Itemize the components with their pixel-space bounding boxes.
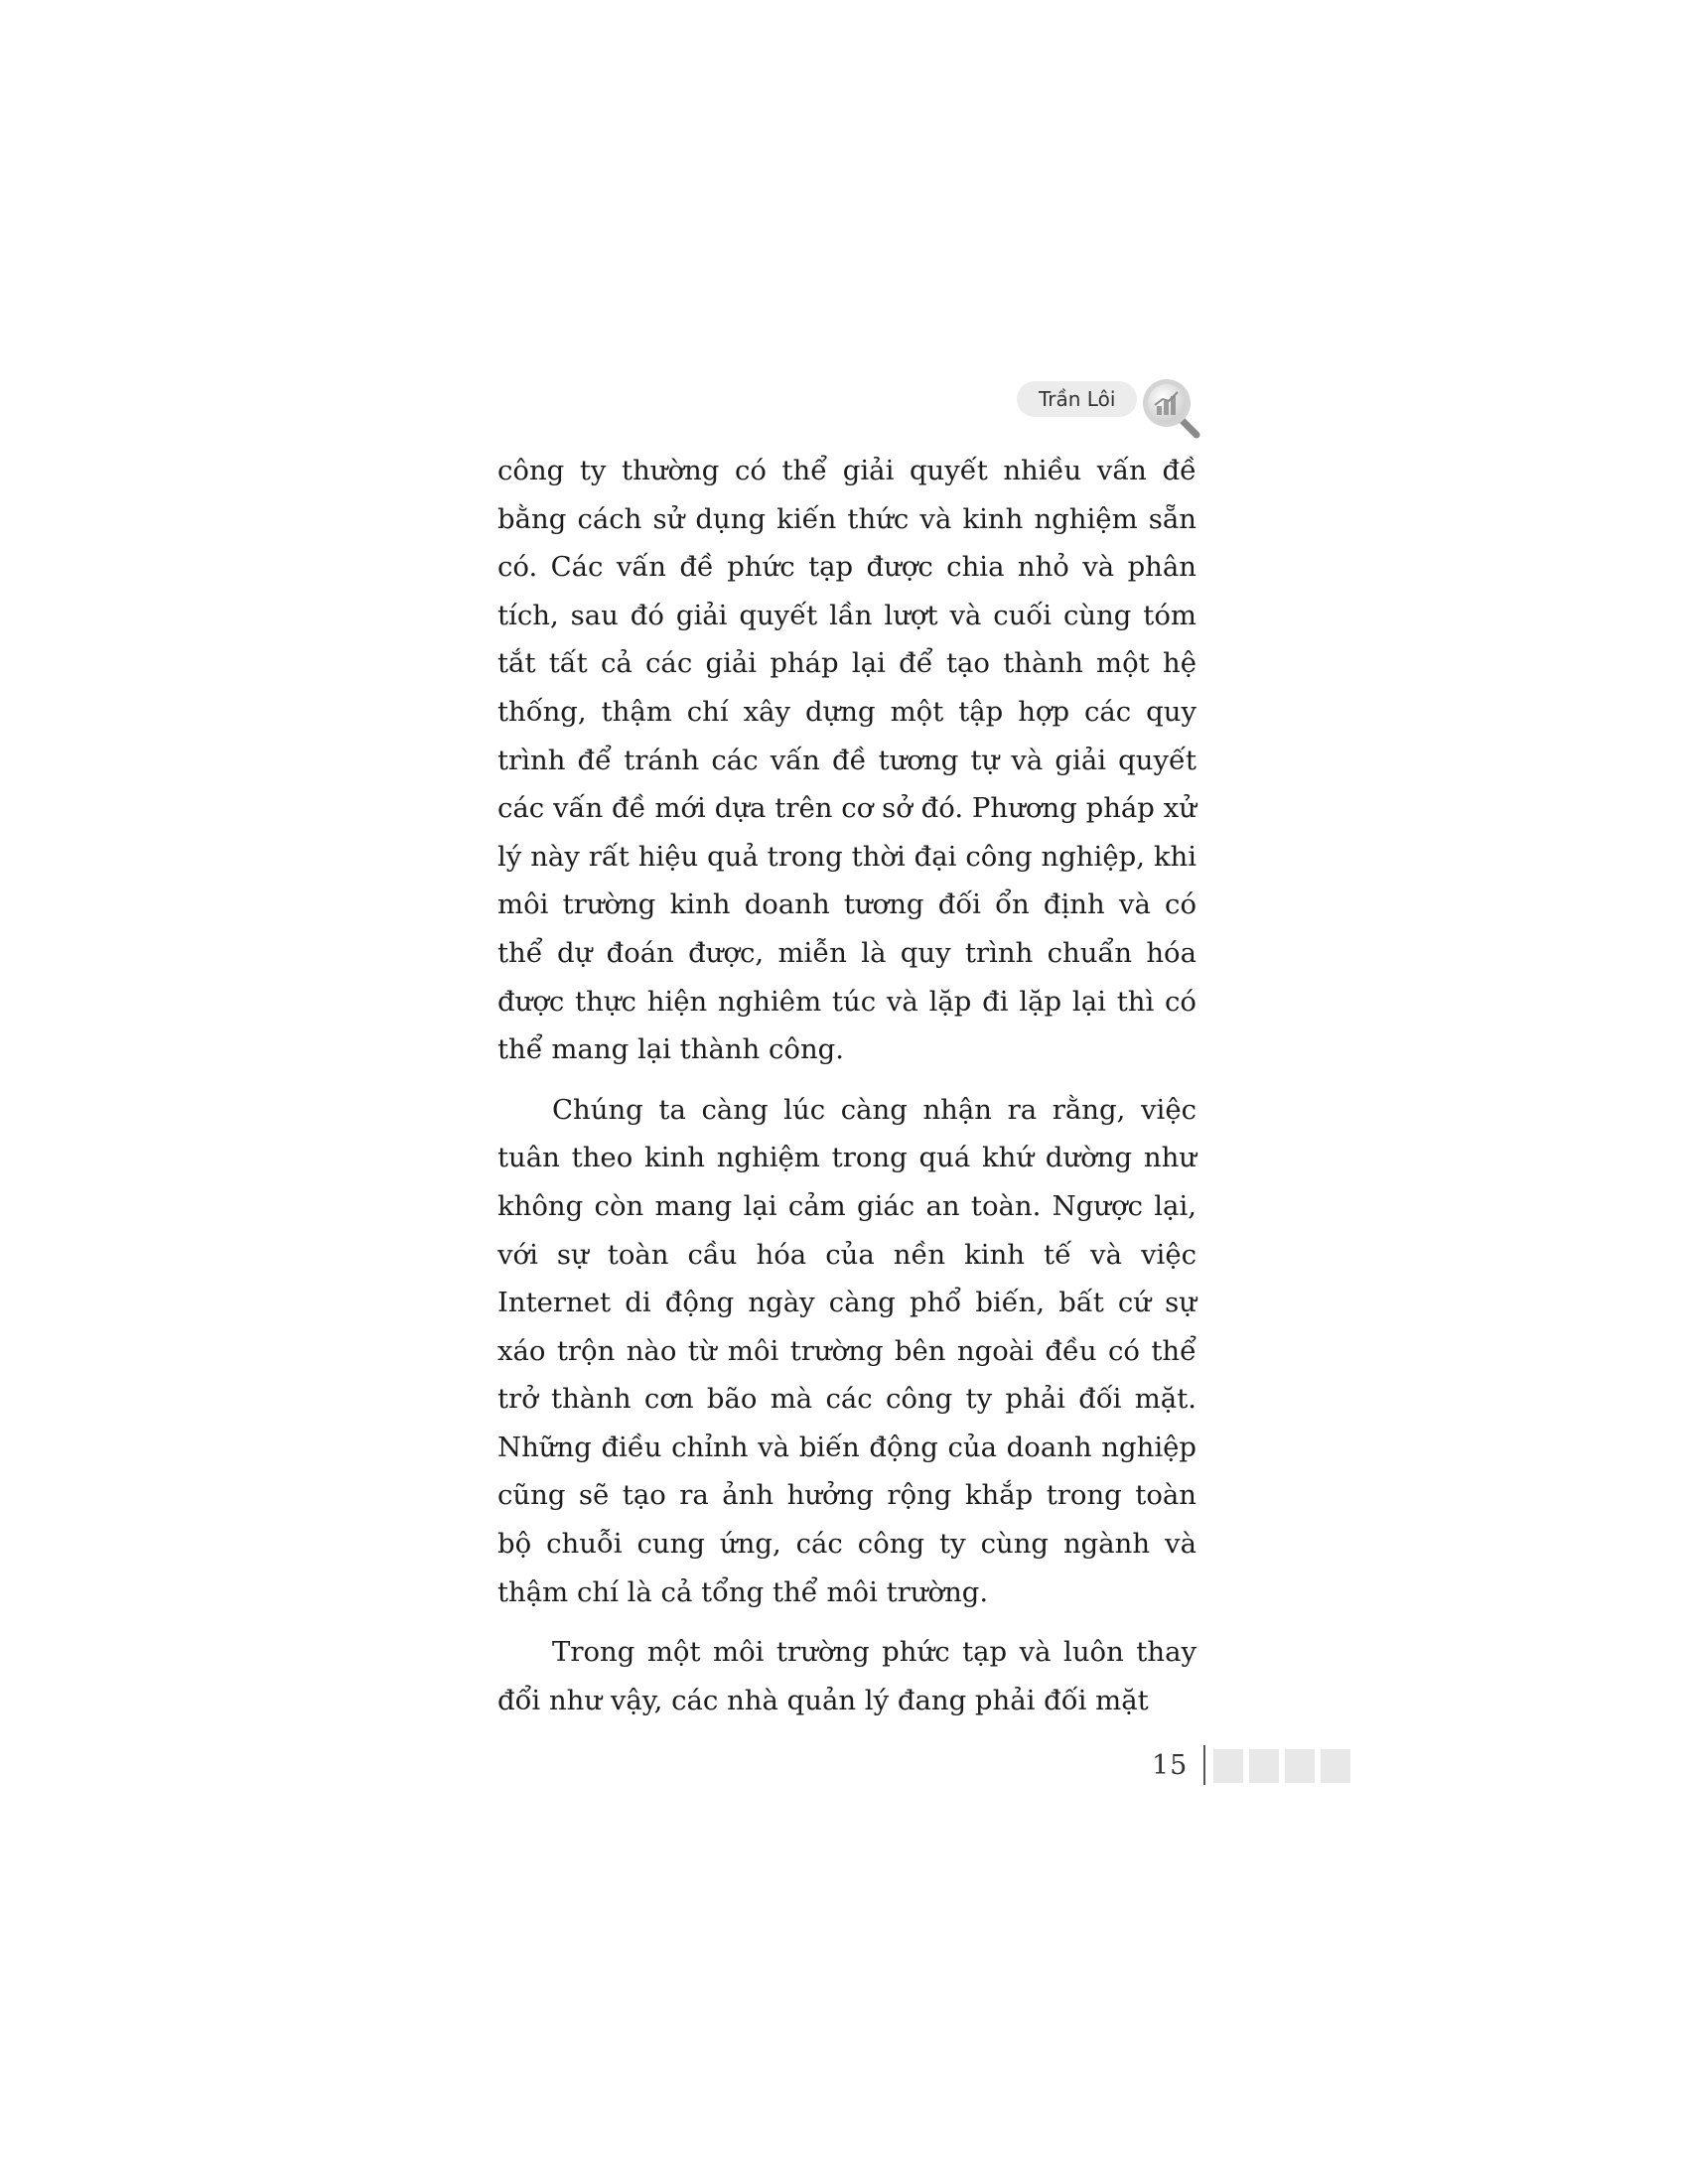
- running-header: [1013, 372, 1211, 442]
- paragraph: Chúng ta càng lúc càng nhận ra rằng, việc tuân theo kinh nghiệm trong quá khứ dường như không còn mang lại cảm giác an toàn. Ngược lại, với sự toàn cầu hóa của nền kinh tế và việc Internet di động ngày càng phổ biến, bất cứ sự xáo trộn nào từ môi trường bên ngoài đều có thể trở thành cơn bão mà các công ty phải đối mặt. Những điều chỉnh và biến động của doanh nghiệp cũng sẽ tạo ra ảnh hưởng rộng khắp trong toàn bộ chuỗi cung ứng, các công ty cùng ngành và thậm chí là cả tổng thể môi trường.: [497, 1093, 1196, 1608]
- paragraph: Trong một môi trường phức tạp và luôn thay đổi như vậy, các nhà quản lý đang phải đối mặt: [497, 1636, 1196, 1716]
- footer-divider: [1203, 1745, 1205, 1785]
- footer-decoration-block: [1213, 1749, 1243, 1783]
- footer-decoration-block: [1249, 1749, 1279, 1783]
- footer-decoration-block: [1285, 1749, 1315, 1783]
- footer-decoration-block: [1321, 1749, 1350, 1783]
- page-footer: [1152, 1742, 1360, 1792]
- author-label: Trần Lôi: [1017, 381, 1137, 417]
- body-text: [497, 447, 1196, 1724]
- page-number: 15: [1152, 1750, 1189, 1781]
- paragraph: công ty thường có thể giải quyết nhiều vấn đề bằng cách sử dụng kiến thức và kinh nghiệm sẵn có. Các vấn đề phức tạp được chia nhỏ và phân tích, sau đó giải quyết lần lượt và cuối cùng tóm tắt tất cả các giải pháp lại để tạo thành một hệ thống, thậm chí xây dựng một tập hợp các quy trình để tránh các vấn đề tương tự và giải quyết các vấn đề mới dựa trên cơ sở đó. Phương pháp xử lý này rất hiệu quả trong thời đại công nghiệp, khi môi trường kinh doanh tương đối ổn định và có thể dự đoán được, miễn là quy trình chuẩn hóa được thực hiện nghiêm túc và lặp đi lặp lại thì có thể mang lại thành công.: [497, 455, 1196, 1066]
- magnifier-chart-icon: [1135, 372, 1204, 442]
